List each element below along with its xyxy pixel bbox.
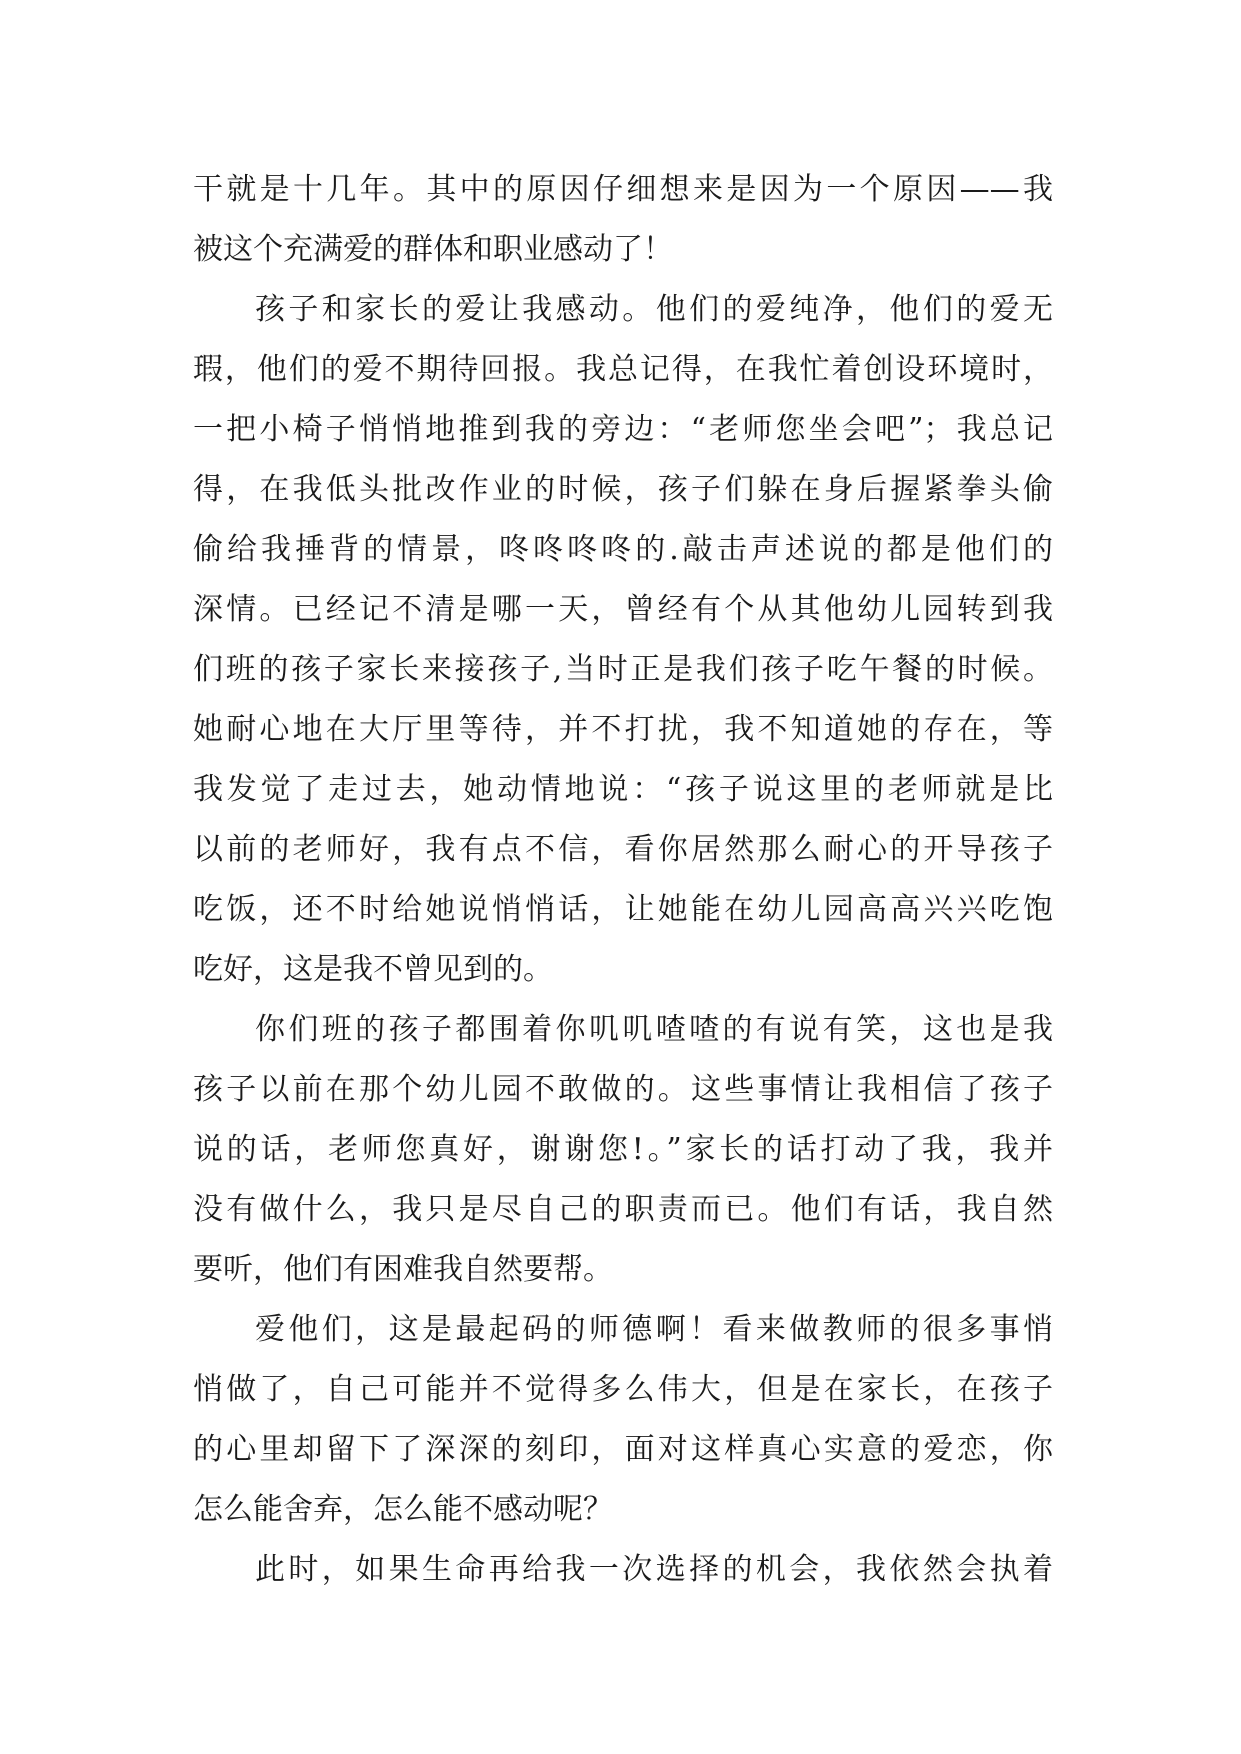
text-line: 瑕，他们的爱不期待回报。我总记得，在我忙着创设环境时， — [193, 352, 1053, 387]
text-line: 被这个充满爱的群体和职业感动了！ — [193, 232, 673, 267]
text-line: 说的话，老师您真好，谢谢您!。”家长的话打动了我，我并 — [193, 1132, 1053, 1167]
text-line: 要听，他们有困难我自然要帮。 — [193, 1252, 613, 1287]
text-line: 干就是十几年。其中的原因仔细想来是因为一个原因——我 — [193, 172, 1053, 207]
text-line: 她耐心地在大厅里等待，并不打扰，我不知道她的存在，等 — [193, 712, 1053, 747]
text-line: 的心里却留下了深深的刻印，面对这样真心实意的爱恋，你 — [193, 1432, 1053, 1467]
text-line: 没有做什么，我只是尽自己的职责而已。他们有话，我自然 — [193, 1192, 1053, 1227]
paragraph-start-line: 你们班的孩子都围着你叽叽喳喳的有说有笑，这也是我 — [255, 1012, 1053, 1047]
text-line: 怎么能舍弃，怎么能不感动呢？ — [193, 1492, 613, 1527]
text-line: 偷给我捶背的情景，咚咚咚咚的.敲击声述说的都是他们的 — [193, 532, 1053, 567]
body-text — [193, 160, 1053, 1600]
text-line: 吃好，这是我不曾见到的。 — [193, 952, 553, 987]
text-line: 以前的老师好，我有点不信，看你居然那么耐心的开导孩子 — [193, 832, 1053, 867]
text-line: 得，在我低头批改作业的时候，孩子们躲在身后握紧拳头偷 — [193, 472, 1053, 507]
text-line: 深情。已经记不清是哪一天，曾经有个从其他幼儿园转到我 — [193, 592, 1053, 627]
paragraph-start-line: 孩子和家长的爱让我感动。他们的爱纯净，他们的爱无 — [255, 292, 1053, 327]
paragraph-start-line: 此时，如果生命再给我一次选择的机会，我依然会执着 — [255, 1552, 1053, 1587]
text-line: 们班的孩子家长来接孩子,当时正是我们孩子吃午餐的时候。 — [193, 652, 1053, 687]
text-line: 一把小椅子悄悄地推到我的旁边：“老师您坐会吧”；我总记 — [193, 412, 1053, 447]
text-line: 孩子以前在那个幼儿园不敢做的。这些事情让我相信了孩子 — [193, 1072, 1053, 1107]
text-line: 吃饭，还不时给她说悄悄话，让她能在幼儿园高高兴兴吃饱 — [193, 892, 1053, 927]
text-line: 悄做了，自己可能并不觉得多么伟大，但是在家长，在孩子 — [193, 1372, 1053, 1407]
paragraph-start-line: 爱他们，这是最起码的师德啊！看来做教师的很多事悄 — [255, 1312, 1053, 1347]
text-line: 我发觉了走过去，她动情地说：“孩子说这里的老师就是比 — [193, 772, 1053, 807]
